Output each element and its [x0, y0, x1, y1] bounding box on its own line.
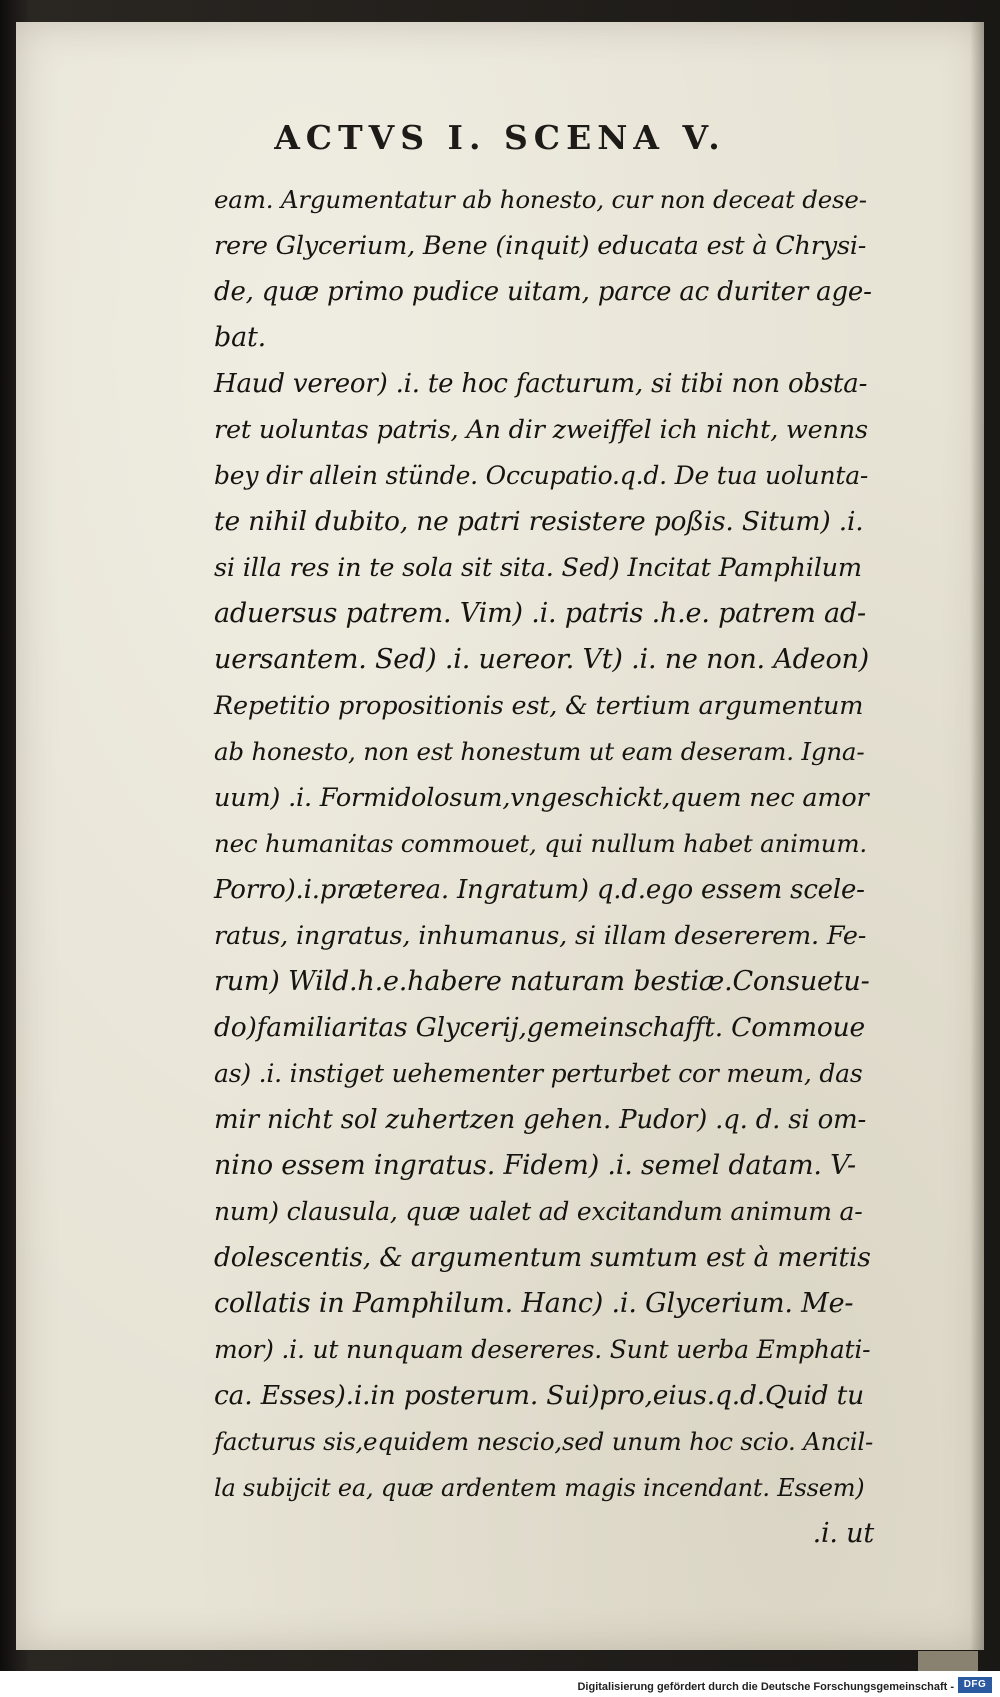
text-line: la subijcit ea, quæ ardentem magis incendant. Essem) — [214, 1474, 865, 1502]
page-edge-shadow — [970, 22, 984, 1650]
text-line: Porro).i.præterea. Ingratum) q.d.ego essem scele- — [214, 875, 865, 905]
book-page — [16, 22, 984, 1650]
catchword: .i. ut — [812, 1518, 874, 1549]
funding-credit: Digitalisierung gefördert durch die Deutsche Forschungsgemeinschaft - — [577, 1681, 954, 1693]
text-line: ratus, ingratus, inhumanus, si illam desererem. Fe- — [214, 921, 867, 951]
text-line: uum) .i. Formidolosum,vngeschickt,quem nec amor — [214, 783, 869, 813]
text-line: rum) Wild.h.e.habere naturam bestiæ.Consuetu- — [214, 966, 870, 997]
text-line: nec humanitas commouet, qui nullum habet animum. — [214, 829, 867, 858]
text-line: num) clausula, quæ ualet ad excitandum animum a- — [214, 1197, 863, 1226]
text-line: mir nicht sol zuhertzen gehen. Pudor) .q. d. si om- — [214, 1105, 867, 1135]
digitization-footer — [0, 1671, 1000, 1697]
text-line: rere Glycerium, Bene (inquit) educata est à Chrysi- — [214, 231, 867, 261]
text-line: facturus sis,equidem nescio,sed unum hoc scio. Ancil- — [214, 1427, 874, 1456]
text-line: ab honesto, non est honestum ut eam deseram. Igna- — [214, 737, 865, 766]
text-line: mor) .i. ut nunquam desereres. Sunt uerba Emphati- — [214, 1335, 871, 1364]
text-line: ret uoluntas patris, An dir zweiffel ich nicht, wenns — [214, 415, 868, 445]
dfg-logo: DFG — [958, 1677, 992, 1693]
text-line: bey dir allein stünde. Occupatio.q.d. De tua uolunta- — [214, 461, 869, 490]
commentary-text-block — [214, 177, 874, 1557]
text-line: bat. — [214, 322, 267, 353]
text-line: nino essem ingratus. Fidem) .i. semel datam. V- — [214, 1150, 856, 1181]
text-line: si illa res in te sola sit sita. Sed) Incitat Pamphilum — [214, 553, 862, 583]
text-line: te nihil dubito, ne patri resistere poßis. Situm) .i. — [214, 506, 864, 537]
text-line: Repetitio propositionis est, & tertium argumentum — [214, 691, 864, 721]
text-line: do)familiaritas Glycerij,gemeinschafft. Commoue — [214, 1012, 865, 1043]
text-line: as) .i. instiget uehementer perturbet cor meum, das — [214, 1059, 863, 1088]
text-line: de, quæ primo pudice uitam, parce ac duriter age- — [214, 277, 872, 307]
text-line: uersantem. Sed) .i. uereor. Vt) .i. ne non. Adeon) — [214, 644, 870, 675]
text-line: aduersus patrem. Vim) .i. patris .h.e. patrem ad- — [214, 598, 866, 629]
text-line: eam. Argumentatur ab honesto, cur non deceat dese- — [214, 185, 867, 214]
running-head: ACTVS I. SCENA V. — [274, 118, 726, 157]
text-line: collatis in Pamphilum. Hanc) .i. Glycerium. Me- — [214, 1288, 854, 1319]
text-line: ca. Esses).i.in posterum. Sui)pro,eius.q.d.Quid tu — [214, 1380, 864, 1411]
text-line: dolescentis, & argumentum sumtum est à meritis — [214, 1242, 871, 1273]
page-corner-tab — [918, 1651, 978, 1671]
text-line: Haud vereor) .i. te hoc facturum, si tibi non obsta- — [214, 369, 868, 399]
